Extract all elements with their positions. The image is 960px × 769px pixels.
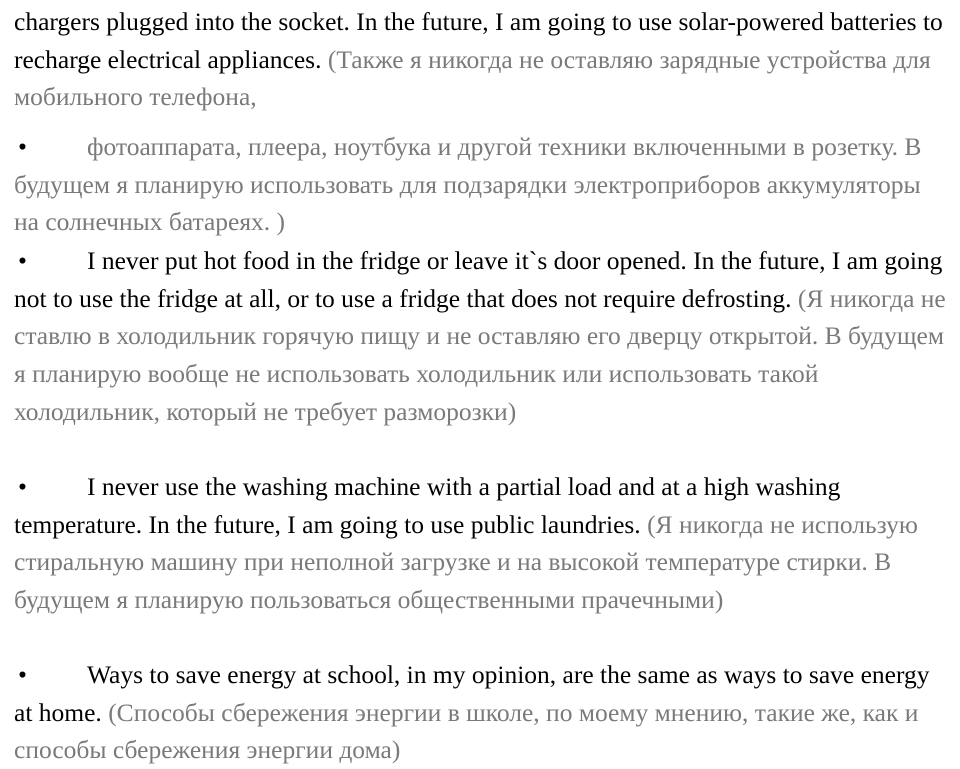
intro-paragraph — [14, 3, 950, 116]
bullet-icon: • — [18, 472, 27, 501]
russian-translation: (Я никогда не ставлю в холодильник горячую пищу и не оставляю его дверцу открытой. В будущем я планирую вообще не использовать холодильник или использовать такой холодильник, который не требует разморозки) — [14, 283, 946, 426]
english-text: Ways to save energy at school, in my opinion, are the same as ways to save energy at home. — [14, 660, 930, 727]
list-item — [14, 242, 950, 431]
english-text: I never put hot food in the fridge or leave it`s door opened. In the future, I am going not to use the fridge at all, or to use a fridge that does not require defrosting. — [14, 246, 943, 313]
english-text: chargers plugged into the socket. In the future, I am going to use solar-powered batteries to recharge electrical appliances. — [14, 7, 943, 74]
russian-translation: (Способы сбережения энергии в школе, по моему мнению, такие же, как и способы сбережения энергии дома) — [14, 697, 919, 765]
list-item — [14, 656, 950, 769]
english-text: I never use the washing machine with a partial load and at a high washing temperature. In the future, I am going to use public laundries. — [14, 472, 841, 539]
russian-translation: (Я никогда не использую стиральную машину при неполной загрузке и на высокой температуре стирки. В будущем я планирую пользоваться общественными прачечными) — [14, 509, 918, 615]
russian-translation: (Также я никогда не оставляю зарядные устройства для мобильного телефона, — [14, 44, 931, 112]
list-item — [14, 468, 950, 619]
bullet-icon: • — [18, 246, 27, 275]
bullet-icon: • — [18, 660, 27, 689]
russian-translation: фотоаппарата, плеера, ноутбука и другой техники включенными в розетку. В будущем я планирую использовать для подзарядки электроприборов аккумуляторы на солнечных батареях. ) — [14, 132, 922, 237]
list-item — [14, 128, 950, 241]
bullet-icon: • — [18, 132, 27, 161]
